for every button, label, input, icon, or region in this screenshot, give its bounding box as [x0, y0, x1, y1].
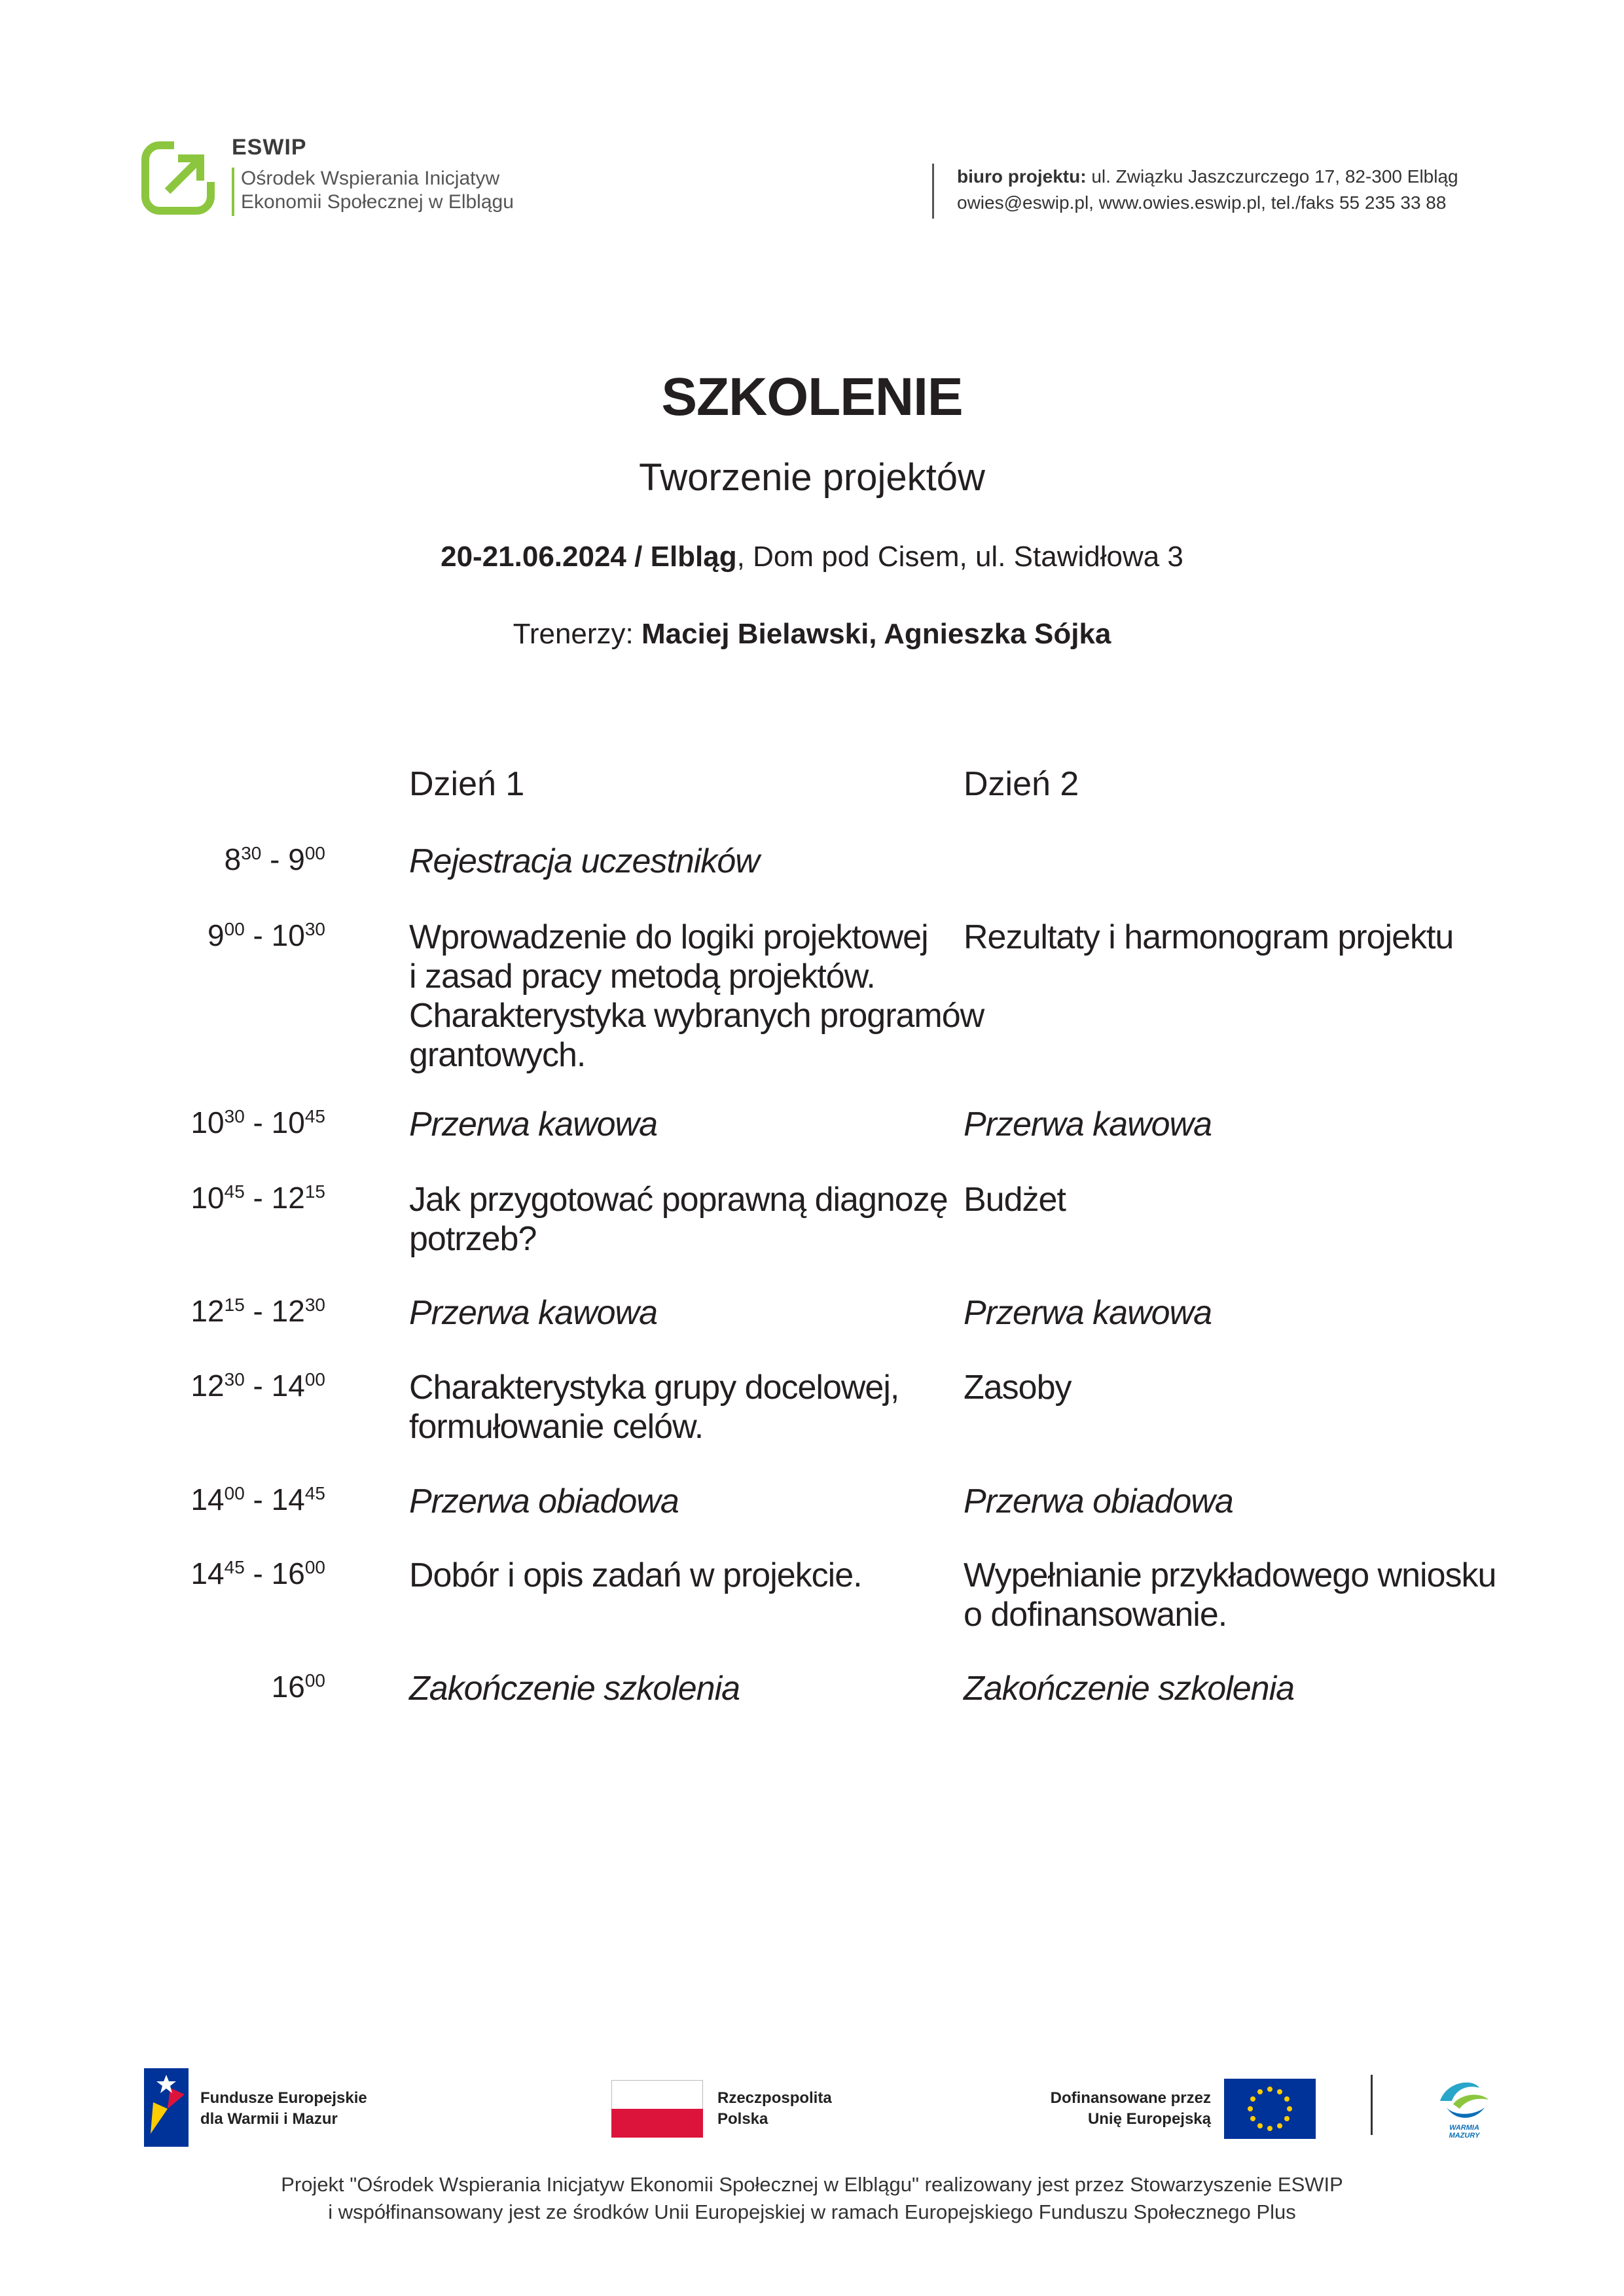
time-minutes: 45 — [304, 1106, 325, 1126]
office-address-text: ul. Związku Jaszczurczego 17, 82-300 Elbląg — [1086, 166, 1458, 187]
logo-accent-bar — [232, 168, 234, 216]
time-slot: $9^{00} - 10^{30}$ — [208, 918, 325, 952]
time-minutes: 45 — [304, 1483, 325, 1503]
logo-org-name-line2: Ekonomii Społecznej w Elblągu — [241, 191, 514, 213]
time-slot: $10^{30} - 10^{45}$ — [190, 1105, 325, 1139]
day1-activity — [409, 1105, 657, 1144]
time-slot: $14^{00} - 14^{45}$ — [190, 1482, 325, 1516]
eu-cofunded-text-line2: Unię Europejską — [1087, 2110, 1211, 2128]
funding-statement-line2: i współfinansowany jest ze środków Unii Europejskiej w ramach Europejskiego Funduszu Społecznego Plus — [328, 2200, 1296, 2223]
time-slot: $10^{45} - 12^{15}$ — [190, 1181, 325, 1215]
event-date: 20-21.06.2024 — [441, 541, 626, 573]
date-separator: / — [626, 541, 651, 573]
eswip-logo-icon — [141, 141, 215, 215]
day1-activity-line: Rejestracja uczestników — [409, 842, 759, 880]
day1-activity-line: grantowych. — [409, 1036, 586, 1074]
column-header-day2: Dzień 2 — [964, 765, 1079, 803]
eu-star-icon — [1284, 2096, 1290, 2102]
day1-activity-line: Zakończenie szkolenia — [409, 1670, 740, 1708]
day1-activity-line: i zasad pracy metodą projektów. — [409, 958, 875, 996]
day1-activity-line: Jak przygotować poprawną diagnozę — [409, 1181, 948, 1219]
eu-star-icon — [1277, 2123, 1282, 2128]
eu-star-icon — [1267, 2126, 1272, 2131]
day1-activity — [409, 1669, 740, 1708]
logo-acronym: ESWIP — [232, 135, 307, 160]
document-subtitle: Tworzenie projektów — [639, 456, 985, 499]
day1-activity-line: Przerwa obiadowa — [409, 1482, 679, 1520]
eu-star-icon — [1267, 2087, 1272, 2092]
day2-activity — [964, 1556, 1496, 1634]
time-minutes: 30 — [304, 1295, 325, 1315]
day1-activity-line: Charakterystyka grupy docelowej, — [409, 1369, 899, 1407]
time-minutes: 30 — [304, 919, 325, 939]
office-contacts: owies@eswip.pl, www.owies.eswip.pl, tel./faks 55 235 33 88 — [957, 192, 1447, 213]
time-minutes: 00 — [224, 1483, 245, 1503]
day1-activity-line: Przerwa kawowa — [409, 1294, 658, 1332]
day2-activity — [964, 1105, 1212, 1144]
time-minutes: 45 — [224, 1181, 245, 1202]
office-label: biuro projektu: — [957, 166, 1087, 187]
svg-text:MAZURY: MAZURY — [1449, 2132, 1480, 2140]
day2-activity-line: Zasoby — [964, 1369, 1072, 1407]
trainers-names: Maciej Bielawski, Agnieszka Sójka — [641, 618, 1111, 650]
european-funds-text-line1: Fundusze Europejskie — [200, 2089, 367, 2107]
time-minutes: 30 — [224, 1369, 245, 1390]
time-minutes: 15 — [224, 1295, 245, 1315]
european-funds-text-line2: dla Warmii i Mazur — [200, 2110, 338, 2128]
eu-star-icon — [1250, 2116, 1255, 2121]
warmia-mazury-logo-icon — [1434, 2075, 1495, 2140]
eu-star-icon — [1277, 2089, 1282, 2094]
day1-activity — [409, 1556, 862, 1595]
logo-org-name-line1: Ośrodek Wspierania Inicjatyw — [241, 168, 500, 189]
day2-activity — [964, 1180, 1066, 1219]
time-minutes: 00 — [304, 1557, 325, 1577]
day1-activity-line: formułowanie celów. — [409, 1408, 704, 1446]
time-minutes: 00 — [224, 919, 245, 939]
footer-divider — [1371, 2075, 1373, 2135]
office-address — [957, 166, 1458, 187]
day2-activity-line: Przerwa obiadowa — [964, 1482, 1233, 1520]
day2-activity-line: Budżet — [964, 1181, 1066, 1219]
svg-text:WARMIA: WARMIA — [1449, 2124, 1479, 2132]
day2-activity — [964, 1482, 1233, 1521]
day1-activity — [409, 1368, 899, 1446]
poland-text-line1: Rzeczpospolita — [717, 2089, 832, 2107]
day1-activity-line: Przerwa kawowa — [409, 1105, 658, 1143]
eu-cofunded-text-line1: Dofinansowane przez — [1050, 2089, 1211, 2107]
eu-star-icon — [1284, 2116, 1290, 2121]
polish-flag-icon — [611, 2080, 703, 2138]
day2-activity-line: Rezultaty i harmonogram projektu — [964, 918, 1454, 956]
trainers-label: Trenerzy: — [513, 618, 642, 650]
time-slot: $8^{30} - 9^{00}$ — [224, 842, 325, 876]
day1-activity-line: Charakterystyka wybranych programów — [409, 997, 984, 1035]
day2-activity-line: Zakończenie szkolenia — [964, 1670, 1295, 1708]
trainers-line — [0, 618, 1624, 651]
eu-star-icon — [1257, 2089, 1263, 2094]
day1-activity-line: Dobór i opis zadań w projekcie. — [409, 1556, 862, 1594]
time-minutes: 00 — [304, 1369, 325, 1390]
eu-star-icon — [1257, 2123, 1263, 2128]
funding-statement-line1: Projekt "Ośrodek Wspierania Inicjatyw Ekonomii Społecznej w Elblągu" realizowany jest przez Stowarzyszenie ESWIP — [281, 2173, 1343, 2196]
time-slot: $14^{45} - 16^{00}$ — [190, 1556, 325, 1590]
day2-activity — [964, 1669, 1294, 1708]
column-header-day1: Dzień 1 — [409, 765, 525, 803]
document-title: SZKOLENIE — [661, 367, 963, 427]
day2-activity-line: o dofinansowanie. — [964, 1596, 1227, 1634]
time-minutes: 30 — [241, 843, 262, 863]
time-slot: $16^{00}$ — [271, 1670, 325, 1704]
day2-activity — [964, 918, 1453, 957]
header-divider — [932, 164, 934, 219]
eu-star-icon — [1287, 2106, 1292, 2111]
time-minutes: 30 — [224, 1106, 245, 1126]
day2-activity — [964, 1368, 1072, 1407]
eu-star-icon — [1248, 2106, 1253, 2111]
event-venue: , Dom pod Cisem, ul. Stawidłowa 3 — [736, 541, 1183, 573]
day1-activity — [409, 1180, 948, 1259]
time-slot: $12^{30} - 14^{00}$ — [190, 1369, 325, 1403]
time-minutes: 15 — [304, 1181, 325, 1202]
day1-activity — [409, 918, 984, 1075]
day2-activity — [964, 1293, 1212, 1333]
date-location-line — [0, 541, 1624, 573]
day2-activity-line: Przerwa kawowa — [964, 1294, 1212, 1332]
time-minutes: 00 — [304, 843, 325, 863]
day1-activity-line: potrzeb? — [409, 1220, 537, 1258]
european-funds-logo-icon — [144, 2068, 189, 2147]
time-slot: $12^{15} - 12^{30}$ — [190, 1294, 325, 1328]
day2-activity-line: Przerwa kawowa — [964, 1105, 1212, 1143]
time-minutes: 00 — [304, 1670, 325, 1691]
day1-activity-line: Wprowadzenie do logiki projektowej — [409, 918, 928, 956]
poland-text-line2: Polska — [717, 2110, 768, 2128]
day2-activity-line: Wypełnianie przykładowego wniosku — [964, 1556, 1496, 1594]
day1-activity — [409, 1293, 657, 1333]
eu-star-icon — [1250, 2096, 1255, 2102]
eu-flag-icon — [1224, 2079, 1316, 2139]
time-minutes: 45 — [224, 1557, 245, 1577]
day1-activity — [409, 842, 759, 881]
event-city: Elbląg — [650, 541, 737, 573]
day1-activity — [409, 1482, 679, 1521]
